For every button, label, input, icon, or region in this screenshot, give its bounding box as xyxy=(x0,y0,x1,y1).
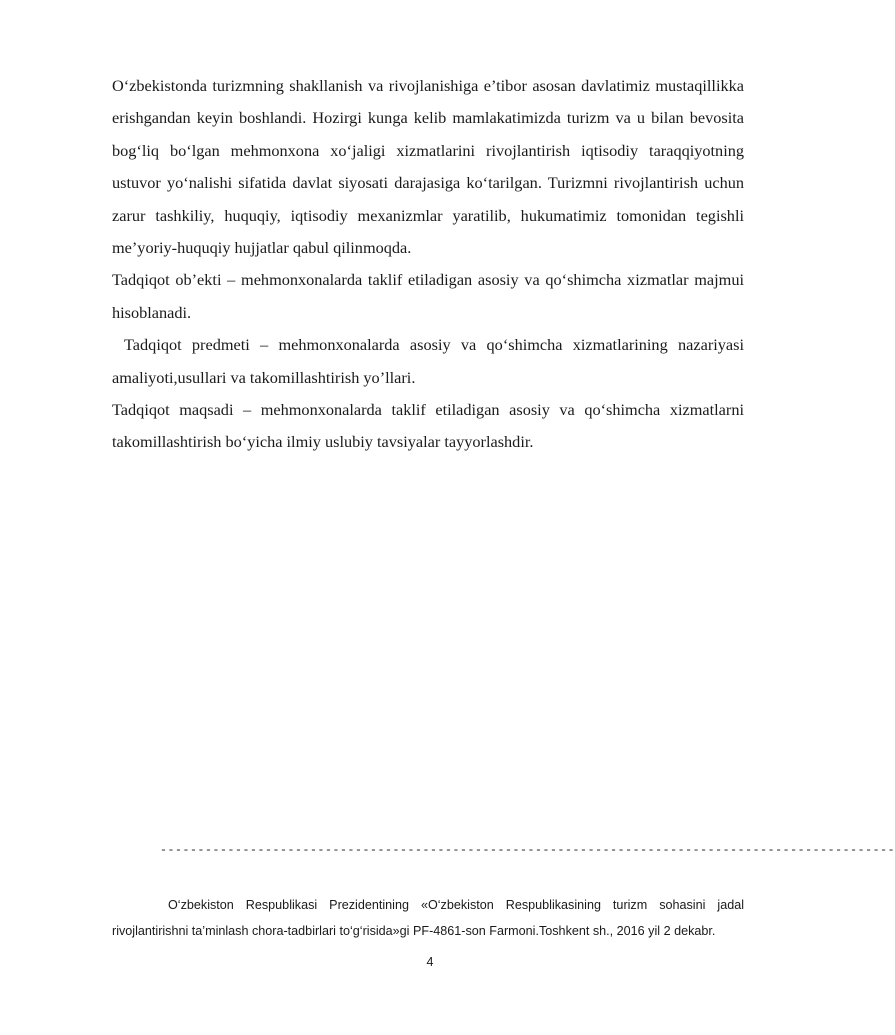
intro-paragraph: O‘zbekistonda turizmning shakllanish va rivojlanishiga e’tibor asosan davlatimiz mustaqillikka erishgandan keyin boshlandi. Hozirgi kunga kelib mamlakatimizda turizm va u bilan bevosita bog‘liq bo‘lgan mehmonxona xo‘jaligi xizmatlarini rivojlantirish iqtisodiy taraqqiyotning ustuvor yo‘nalishi sifatida davlat siyosati darajasiga ko‘tarilgan. Turizmni rivojlantirish uchun zarur tashkiliy, huquqiy, iqtisodiy mexanizmlar yaratilib, hukumatimiz tomonidan tegishli me’yoriy-huquqiy hujjatlar qabul qilinmoqda. xyxy=(112,76,744,258)
footnote-separator: -------------------------------------------------------------------------------------------------- xyxy=(160,844,895,857)
page-number: 4 xyxy=(426,955,434,969)
footnote-text: O‘zbekiston Respublikasi Prezidentining «O‘zbekiston Respublikasining turizm sohasini jadal rivojlantirishni ta’minlash chora-tadbirlari to‘g‘risida»gi PF-4861-son Farmoni.Toshkent sh., 2016 yil 2 dekabr. xyxy=(112,898,744,938)
research-subject-paragraph: Tadqiqot predmeti – mehmonxonalarda asosiy va qo‘shimcha xizmatlarining nazariyasi amaliyoti,usullari va takomillashtirish yo’llari. xyxy=(112,335,744,387)
body-text xyxy=(112,70,744,459)
research-object-paragraph: Tadqiqot ob’ekti – mehmonxonalarda taklif etiladigan asosiy va qo‘shimcha xizmatlar majmui hisoblanadi. xyxy=(112,270,744,322)
research-goal-paragraph: Tadqiqot maqsadi – mehmonxonalarda taklif etiladigan asosiy va qo‘shimcha xizmatlarni takomillashtirish bo‘yicha ilmiy uslubiy tavsiyalar tayyorlashdir. xyxy=(112,400,744,452)
